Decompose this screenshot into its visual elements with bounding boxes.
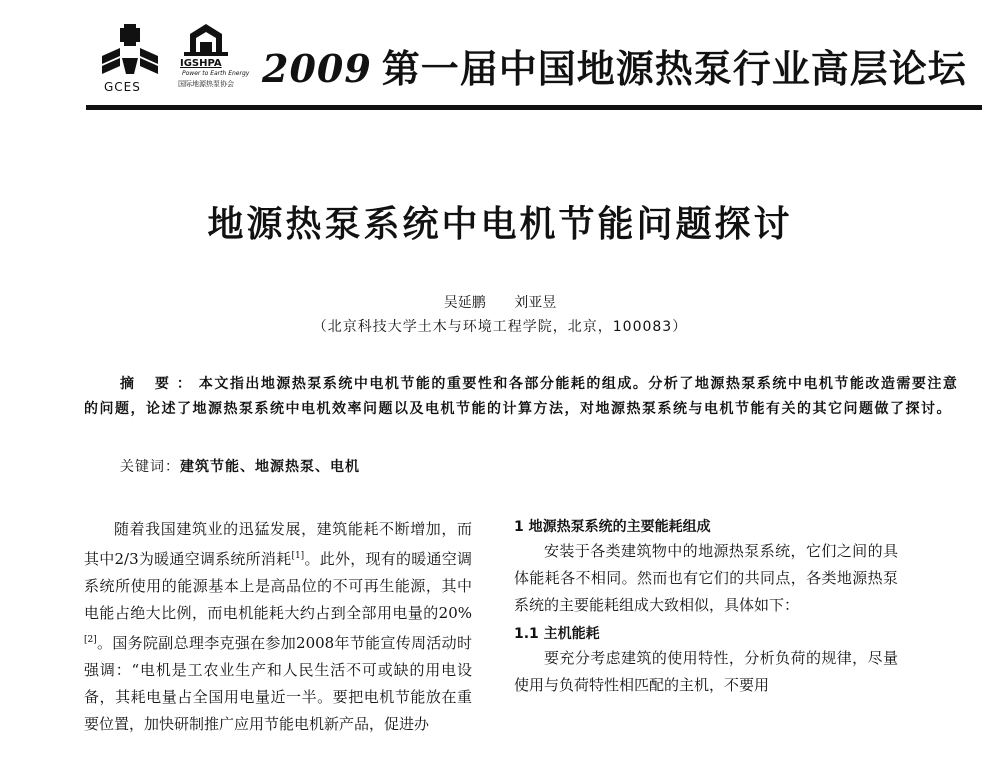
abstract-text: 本文指出地源热泵系统中电机节能的重要性和各部分能耗的组成。分析了地源热泵系统中电机节能改造需要注意的问题，论述了地源热泵系统中电机效率问题以及电机节能的计算方法，对地源热泵系统与电机节能有关的其它问题做了探讨。 <box>84 376 959 417</box>
forum-title <box>262 38 967 93</box>
subsection-paragraph: 要充分考虑建筑的使用特性，分析负荷的规律，尽量使用与负荷特性相匹配的主机，不要用 <box>514 649 898 694</box>
igshpa-tagline: Power to Earth Energy <box>182 70 250 77</box>
igshpa-logo <box>176 22 254 98</box>
abstract <box>84 372 964 422</box>
gces-emblem-icon <box>98 22 162 80</box>
igshpa-chinese-name: 国际地源热泵协会 <box>178 80 234 88</box>
right-column <box>514 516 898 699</box>
gces-logo <box>98 22 168 98</box>
section-paragraph: 安装于各类建筑物中的地源热泵系统，它们之间的具体能耗各不相同。然而也有它们的共同点，各类地源热泵系统的主要能耗组成大致相似，具体如下： <box>514 542 898 614</box>
igshpa-emblem-icon <box>176 22 236 58</box>
keywords-text: 建筑节能、地源热泵、电机 <box>180 459 360 475</box>
abstract-label: 摘 要： <box>120 376 199 392</box>
citation: [2] <box>84 635 97 645</box>
intro-text-part: 随着我国建筑业的迅猛发展，建筑能耗不断增加，而其中2/3为暖通空调系统所消耗 <box>84 520 472 568</box>
intro-paragraph <box>84 516 472 738</box>
left-column <box>84 516 472 738</box>
author-list <box>0 292 1000 312</box>
subsection-heading: 1.1 主机能耗 <box>514 626 600 642</box>
author-name: 吴延鹏 <box>443 295 486 311</box>
author-name: 刘亚昱 <box>514 295 557 311</box>
igshpa-logo-text: IGSHPA <box>180 58 222 69</box>
forum-name: 第一届中国地源热泵行业高层论坛 <box>381 46 967 91</box>
keywords-label: 关键词： <box>120 459 180 475</box>
intro-text-part: 。此外，现有的暖通空调系统所使用的能源基本上是高品位的不可再生能源，其中电能占绝大比例，而电机能耗大约占到全部用电量的20% <box>84 550 472 622</box>
citation: [1] <box>291 551 305 561</box>
author-affiliation: （北京科技大学土木与环境工程学院，北京，100083） <box>312 319 688 335</box>
header-rule <box>86 105 982 110</box>
gces-logo-text: GCES <box>104 80 141 94</box>
paper-title: 地源热泵系统中电机节能问题探讨 <box>207 203 793 245</box>
section-heading: 1 地源热泵系统的主要能耗组成 <box>514 519 711 535</box>
page-header <box>0 0 1000 120</box>
forum-year: 2009 <box>262 46 372 91</box>
intro-text-part: 。国务院副总理李克强在参加2008年节能宣传周活动时强调：“电机是工农业生产和人民生活不可或缺的用电设备，其耗电量占全国用电量近一半。要把电机节能放在重要位置，加快研制推广应用节能电机新产品，促进办 <box>84 634 472 733</box>
keywords <box>120 456 360 476</box>
